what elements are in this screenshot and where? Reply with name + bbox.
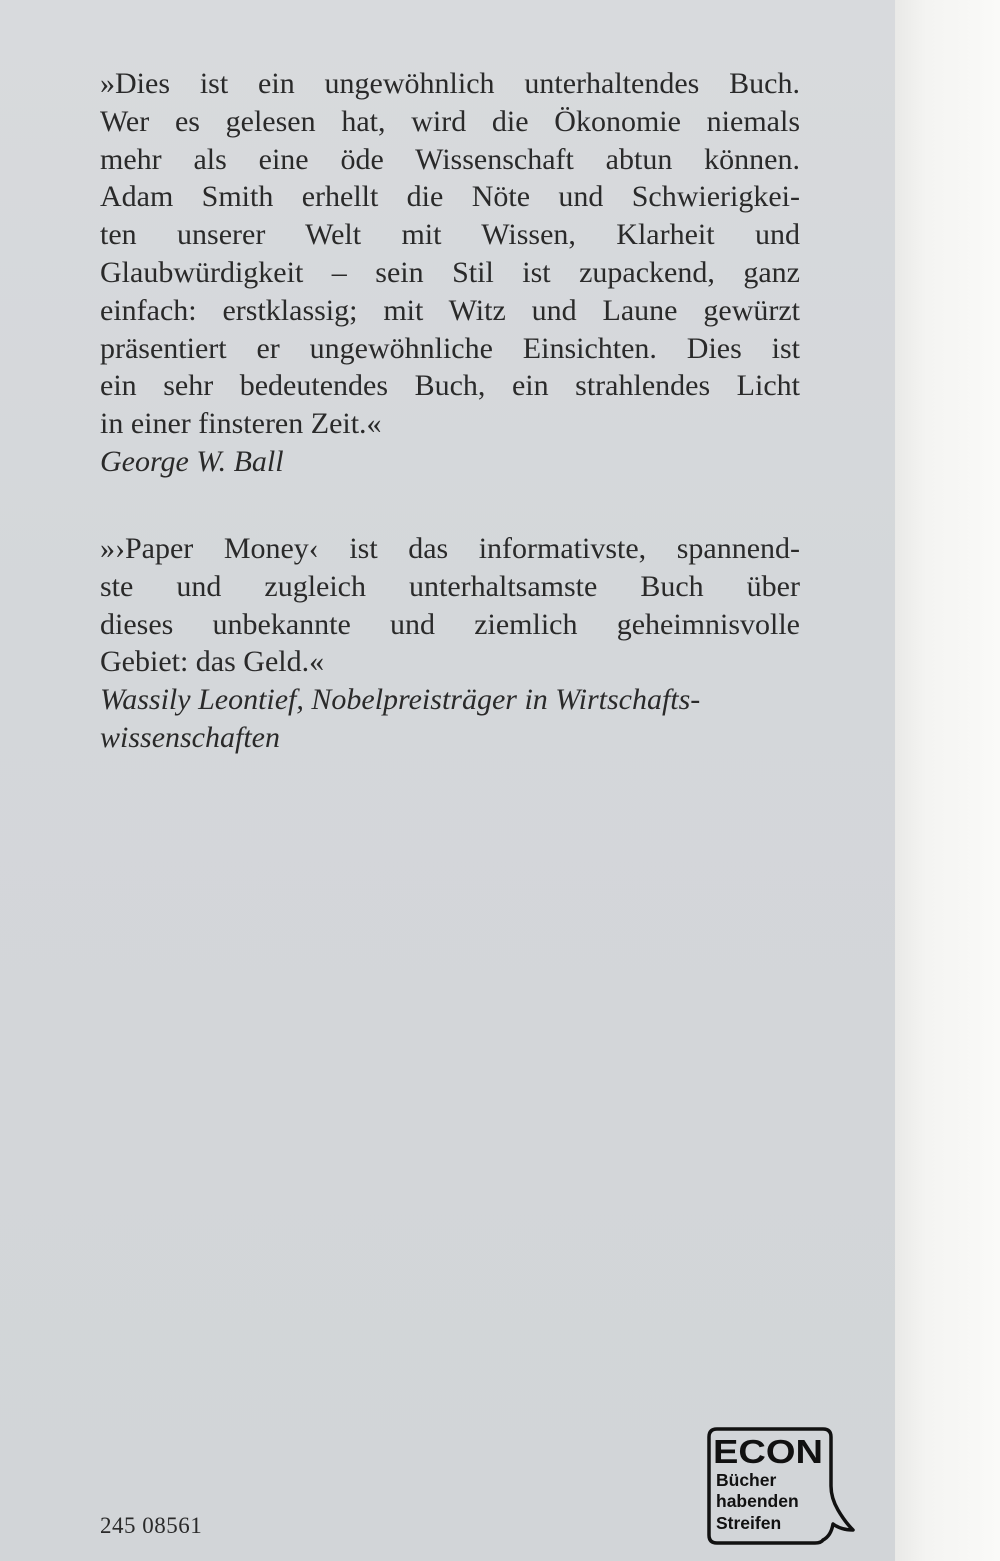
- econ-logo: [705, 1426, 857, 1550]
- isbn-number: 245 08561: [100, 1513, 203, 1538]
- quote-line: einfach: erstklassig; mit Witz und Laune gewürzt: [100, 293, 800, 327]
- quote-line: Wer es gelesen hat, wird die Ökonomie niemals: [100, 104, 800, 138]
- econ-logo-graphic: [705, 1426, 857, 1550]
- logo-brand: ECON: [713, 1433, 823, 1470]
- quote-line: Gebiet: das Geld.«: [100, 645, 325, 679]
- quote-attribution: wissenschaften: [100, 720, 280, 754]
- quote-line: »Dies ist ein ungewöhnlich unterhaltendes Buch.: [100, 67, 800, 100]
- quote-line: ein sehr bedeutendes Buch, ein strahlendes Licht: [100, 369, 800, 403]
- quote-wassily-leontief: [100, 530, 800, 757]
- logo-tagline-line: habenden: [716, 1491, 799, 1511]
- logo-tagline-line: Streifen: [716, 1513, 782, 1533]
- quote-attribution: George W. Ball: [100, 444, 284, 478]
- quote-line: dieses unbekannte und ziemlich geheimnisvolle: [100, 607, 800, 641]
- quote-george-ball: [100, 65, 800, 481]
- page-edge: [895, 0, 1000, 1561]
- quote-line: mehr als eine öde Wissenschaft abtun können.: [100, 142, 800, 176]
- quote-line: Adam Smith erhellt die Nöte und Schwierigkei-: [100, 180, 800, 214]
- quote-line: in einer finsteren Zeit.«: [100, 407, 382, 441]
- quote-line: Glaubwürdigkeit – sein Stil ist zupackend, ganz: [100, 255, 800, 289]
- quote-line: »›Paper Money‹ ist das informativste, spannend-: [100, 532, 800, 565]
- quote-attribution: Wassily Leontief, Nobelpreisträger in Wirtschafts-: [100, 683, 701, 717]
- quote-line: ten unserer Welt mit Wissen, Klarheit und: [100, 218, 800, 252]
- quote-line: ste und zugleich unterhaltsamste Buch über: [100, 569, 800, 603]
- quote-line: präsentiert er ungewöhnliche Einsichten. Dies ist: [100, 331, 800, 365]
- logo-tagline-line: Bücher: [716, 1470, 777, 1490]
